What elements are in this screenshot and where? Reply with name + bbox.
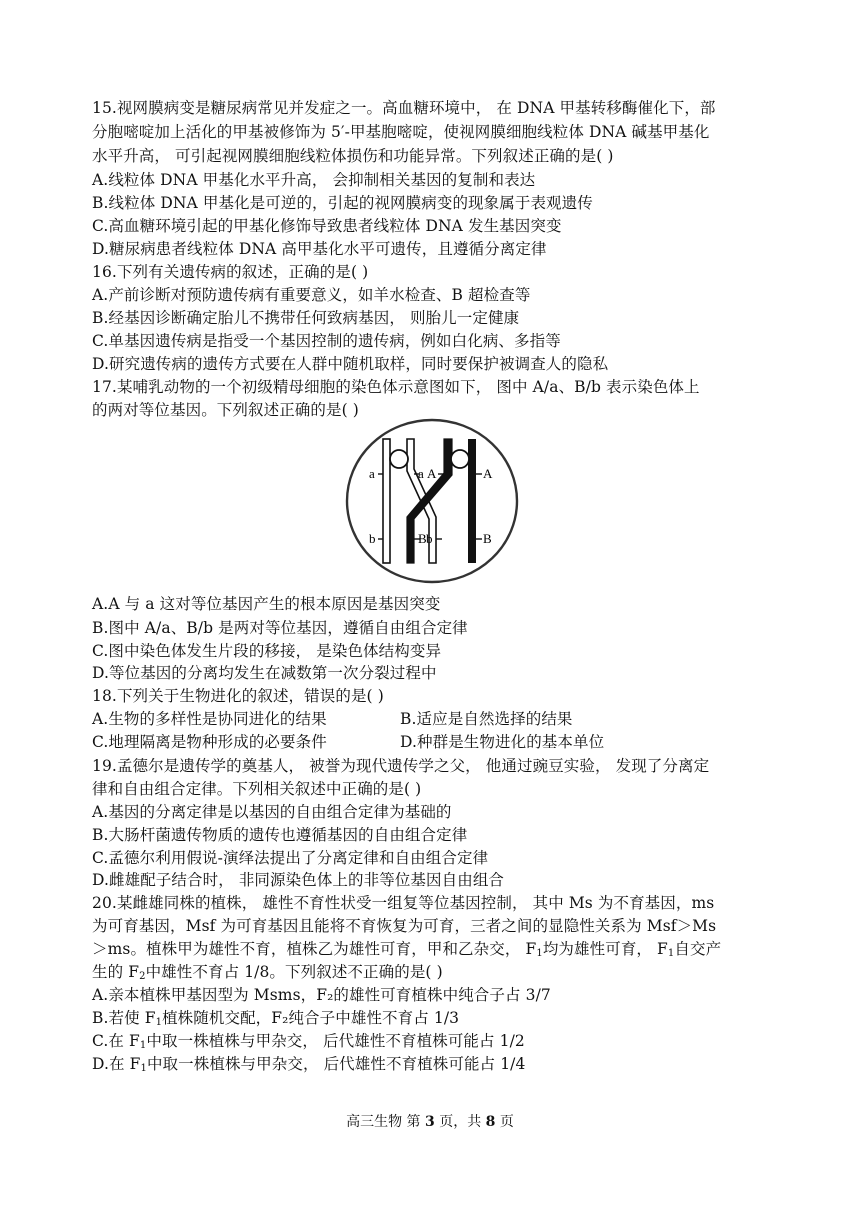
footer-total-pages: 8 bbox=[485, 1114, 496, 1130]
q20-stem-line-3-b: 均为雄性可育， F bbox=[542, 940, 668, 958]
gene-label-b-mid: b bbox=[426, 531, 433, 546]
q18-option-a: A.生物的多样性是协同进化的结果 bbox=[92, 710, 327, 728]
q20-option-d-a: D.在 F bbox=[92, 1055, 141, 1073]
q18-options-row-2 bbox=[92, 731, 782, 754]
q20-stem-sub-3: 2 bbox=[139, 971, 146, 982]
q20-option-c-b: 中取一株植株与甲杂交， 后代雄性不育植株可能占 1/2 bbox=[146, 1032, 525, 1050]
q19-option-d: D.雌雄配子结合时， 非同源染色体上的非等位基因自由组合 bbox=[92, 871, 505, 889]
q17-option-b: B.图中 A/a、B/b 是两对等位基因，遵循自由组合定律 bbox=[92, 619, 468, 637]
q20-stem-line-3-c: 自交产 bbox=[674, 940, 722, 958]
q20-option-d-sub: 1 bbox=[140, 1063, 147, 1074]
q20-option-c-sub: 1 bbox=[139, 1040, 147, 1051]
gene-label-A-mid: A bbox=[427, 466, 437, 481]
q16-option-c: C.单基因遗传病是指受一个基因控制的遗传病，例如白化病、多指等 bbox=[92, 332, 561, 350]
q20-option-a: A.亲本植株甲基因型为 Msms，F₂的雄性可育植株中纯合子占 3/7 bbox=[92, 986, 551, 1004]
q17-option-d: D.等位基因的分离均发生在减数第一次分裂过程中 bbox=[92, 664, 437, 682]
q15-option-d: D.糖尿病患者线粒体 DNA 高甲基化水平可遗传，且遵循分离定律 bbox=[92, 240, 547, 258]
centromere-right bbox=[451, 450, 469, 468]
gene-label-a-left: a bbox=[369, 466, 375, 481]
q16-stem: 16.下列有关遗传病的叙述，正确的是( ) bbox=[92, 263, 369, 281]
q19-option-a: A.基因的分离定律是以基因的自由组合定律为基础的 bbox=[92, 803, 452, 821]
q19-option-b: B.大肠杆菌遗传物质的遗传也遵循基因的自由组合定律 bbox=[92, 826, 468, 844]
gene-label-a-mid: a bbox=[418, 466, 424, 481]
q15-stem-line-2: 分胞嘧啶加上活化的甲基被修饰为 5′-甲基胞嘧啶，使视网膜细胞线粒体 DNA 碱基甲基化 bbox=[92, 123, 710, 141]
q20-option-b-sub: 1 bbox=[155, 1017, 163, 1028]
q17-stem-line-2: 的两对等位基因。下列叙述正确的是( ) bbox=[92, 401, 359, 419]
q15-stem-line-1: 15.视网膜病变是糖尿病常见并发症之一。高血糖环境中， 在 DNA 甲基转移酶催化下，部 bbox=[92, 99, 716, 117]
q20-stem-line-4-a: 生的 F bbox=[92, 963, 140, 981]
q20-option-c-a: C.在 F bbox=[92, 1032, 140, 1050]
gene-label-A-right: A bbox=[483, 466, 493, 481]
q17-stem-line-1: 17.某哺乳动物的一个初级精母细胞的染色体示意图如下， 图中 A/a、B/b 表示染色体上 bbox=[92, 378, 700, 396]
q20-option-d bbox=[92, 1053, 782, 1080]
footer-subject: 高三生物 第 bbox=[346, 1114, 426, 1130]
footer-page-number: 3 bbox=[425, 1114, 435, 1130]
q20-stem-line-4-b: 中雄性不育占 1/8。下列叙述不正确的是( ) bbox=[145, 963, 443, 981]
footer-end: 页 bbox=[495, 1114, 514, 1130]
gene-label-B-right: B bbox=[483, 531, 492, 546]
q19-stem-line-1: 19.孟德尔是遗传学的奠基人， 被誉为现代遗传学之父， 他通过豌豆实验， 发现了分离定 bbox=[92, 757, 710, 775]
q16-option-a: A.产前诊断对预防遗传病有重要意义，如羊水检查、B 超检查等 bbox=[92, 286, 531, 304]
q16-option-d: D.研究遗传病的遗传方式要在人群中随机取样，同时要保护被调查人的隐私 bbox=[92, 355, 609, 373]
q18-option-b: B.适应是自然选择的结果 bbox=[400, 710, 573, 728]
centromere-left bbox=[390, 450, 408, 468]
q18-stem: 18.下列关于生物进化的叙述，错误的是( ) bbox=[92, 687, 384, 705]
q17-option-a: A.A 与 a 这对等位基因产生的根本原因是基因突变 bbox=[92, 595, 441, 613]
q15-option-b: B.线粒体 DNA 甲基化是可逆的，引起的视网膜病变的现象属于表观遗传 bbox=[92, 194, 593, 212]
footer-mid: 页，共 bbox=[434, 1114, 486, 1130]
q18-option-d: D.种群是生物进化的基本单位 bbox=[400, 733, 605, 751]
q20-stem-line-2: 为可育基因，Msf 为可育基因且能将不育恢复为可育，三者之间的显隐性关系为 Msf＞Ms bbox=[92, 917, 717, 935]
q17-option-c: C.图中染色体发生片段的移接， 是染色体结构变异 bbox=[92, 642, 442, 660]
q20-stem-sub-2: 1 bbox=[667, 948, 675, 959]
gene-label-B-mid: B bbox=[418, 531, 427, 546]
q19-option-c: C.孟德尔利用假说-演绎法提出了分离定律和自由组合定律 bbox=[92, 849, 489, 867]
q20-stem-sub-1: 1 bbox=[536, 948, 543, 959]
q20-option-d-b: 中取一株植株与甲杂交， 后代雄性不育植株可能占 1/4 bbox=[146, 1055, 526, 1073]
q18-options-row-1 bbox=[92, 708, 782, 731]
gene-label-b-left: b bbox=[369, 531, 376, 546]
q15-option-c: C.高血糖环境引起的甲基化修饰导致患者线粒体 DNA 发生基因突变 bbox=[92, 217, 562, 235]
q20-stem-line-3-a: ＞ms。植株甲为雄性不育，植株乙为雄性可育，甲和乙杂交， F bbox=[92, 940, 537, 958]
q18-option-c: C.地理隔离是物种形成的必要条件 bbox=[92, 733, 327, 751]
q15-stem-line-3: 水平升高， 可引起视网膜细胞线粒体损伤和功能异常。下列叙述正确的是( ) bbox=[92, 147, 614, 165]
q19-stem-line-2: 律和自由组合定律。下列相关叙述中正确的是( ) bbox=[92, 780, 422, 798]
chromosome-diagram bbox=[344, 417, 520, 585]
chromatid-white-left bbox=[383, 439, 390, 563]
q20-option-b-a: B.若使 F bbox=[92, 1009, 156, 1027]
q16-option-b: B.经基因诊断确定胎儿不携带任何致病基因， 则胎儿一定健康 bbox=[92, 309, 520, 327]
q15-option-a: A.线粒体 DNA 甲基化水平升高， 会抑制相关基因的复制和表达 bbox=[92, 171, 536, 189]
page-footer bbox=[0, 1112, 860, 1132]
q20-stem-line-1: 20.某雌雄同株的植株， 雄性不育性状受一组复等位基因控制， 其中 Ms 为不育基因，ms bbox=[92, 894, 715, 912]
q20-option-b-b: 植株随机交配，F₂纯合子中雄性不育占 1/3 bbox=[162, 1009, 460, 1027]
